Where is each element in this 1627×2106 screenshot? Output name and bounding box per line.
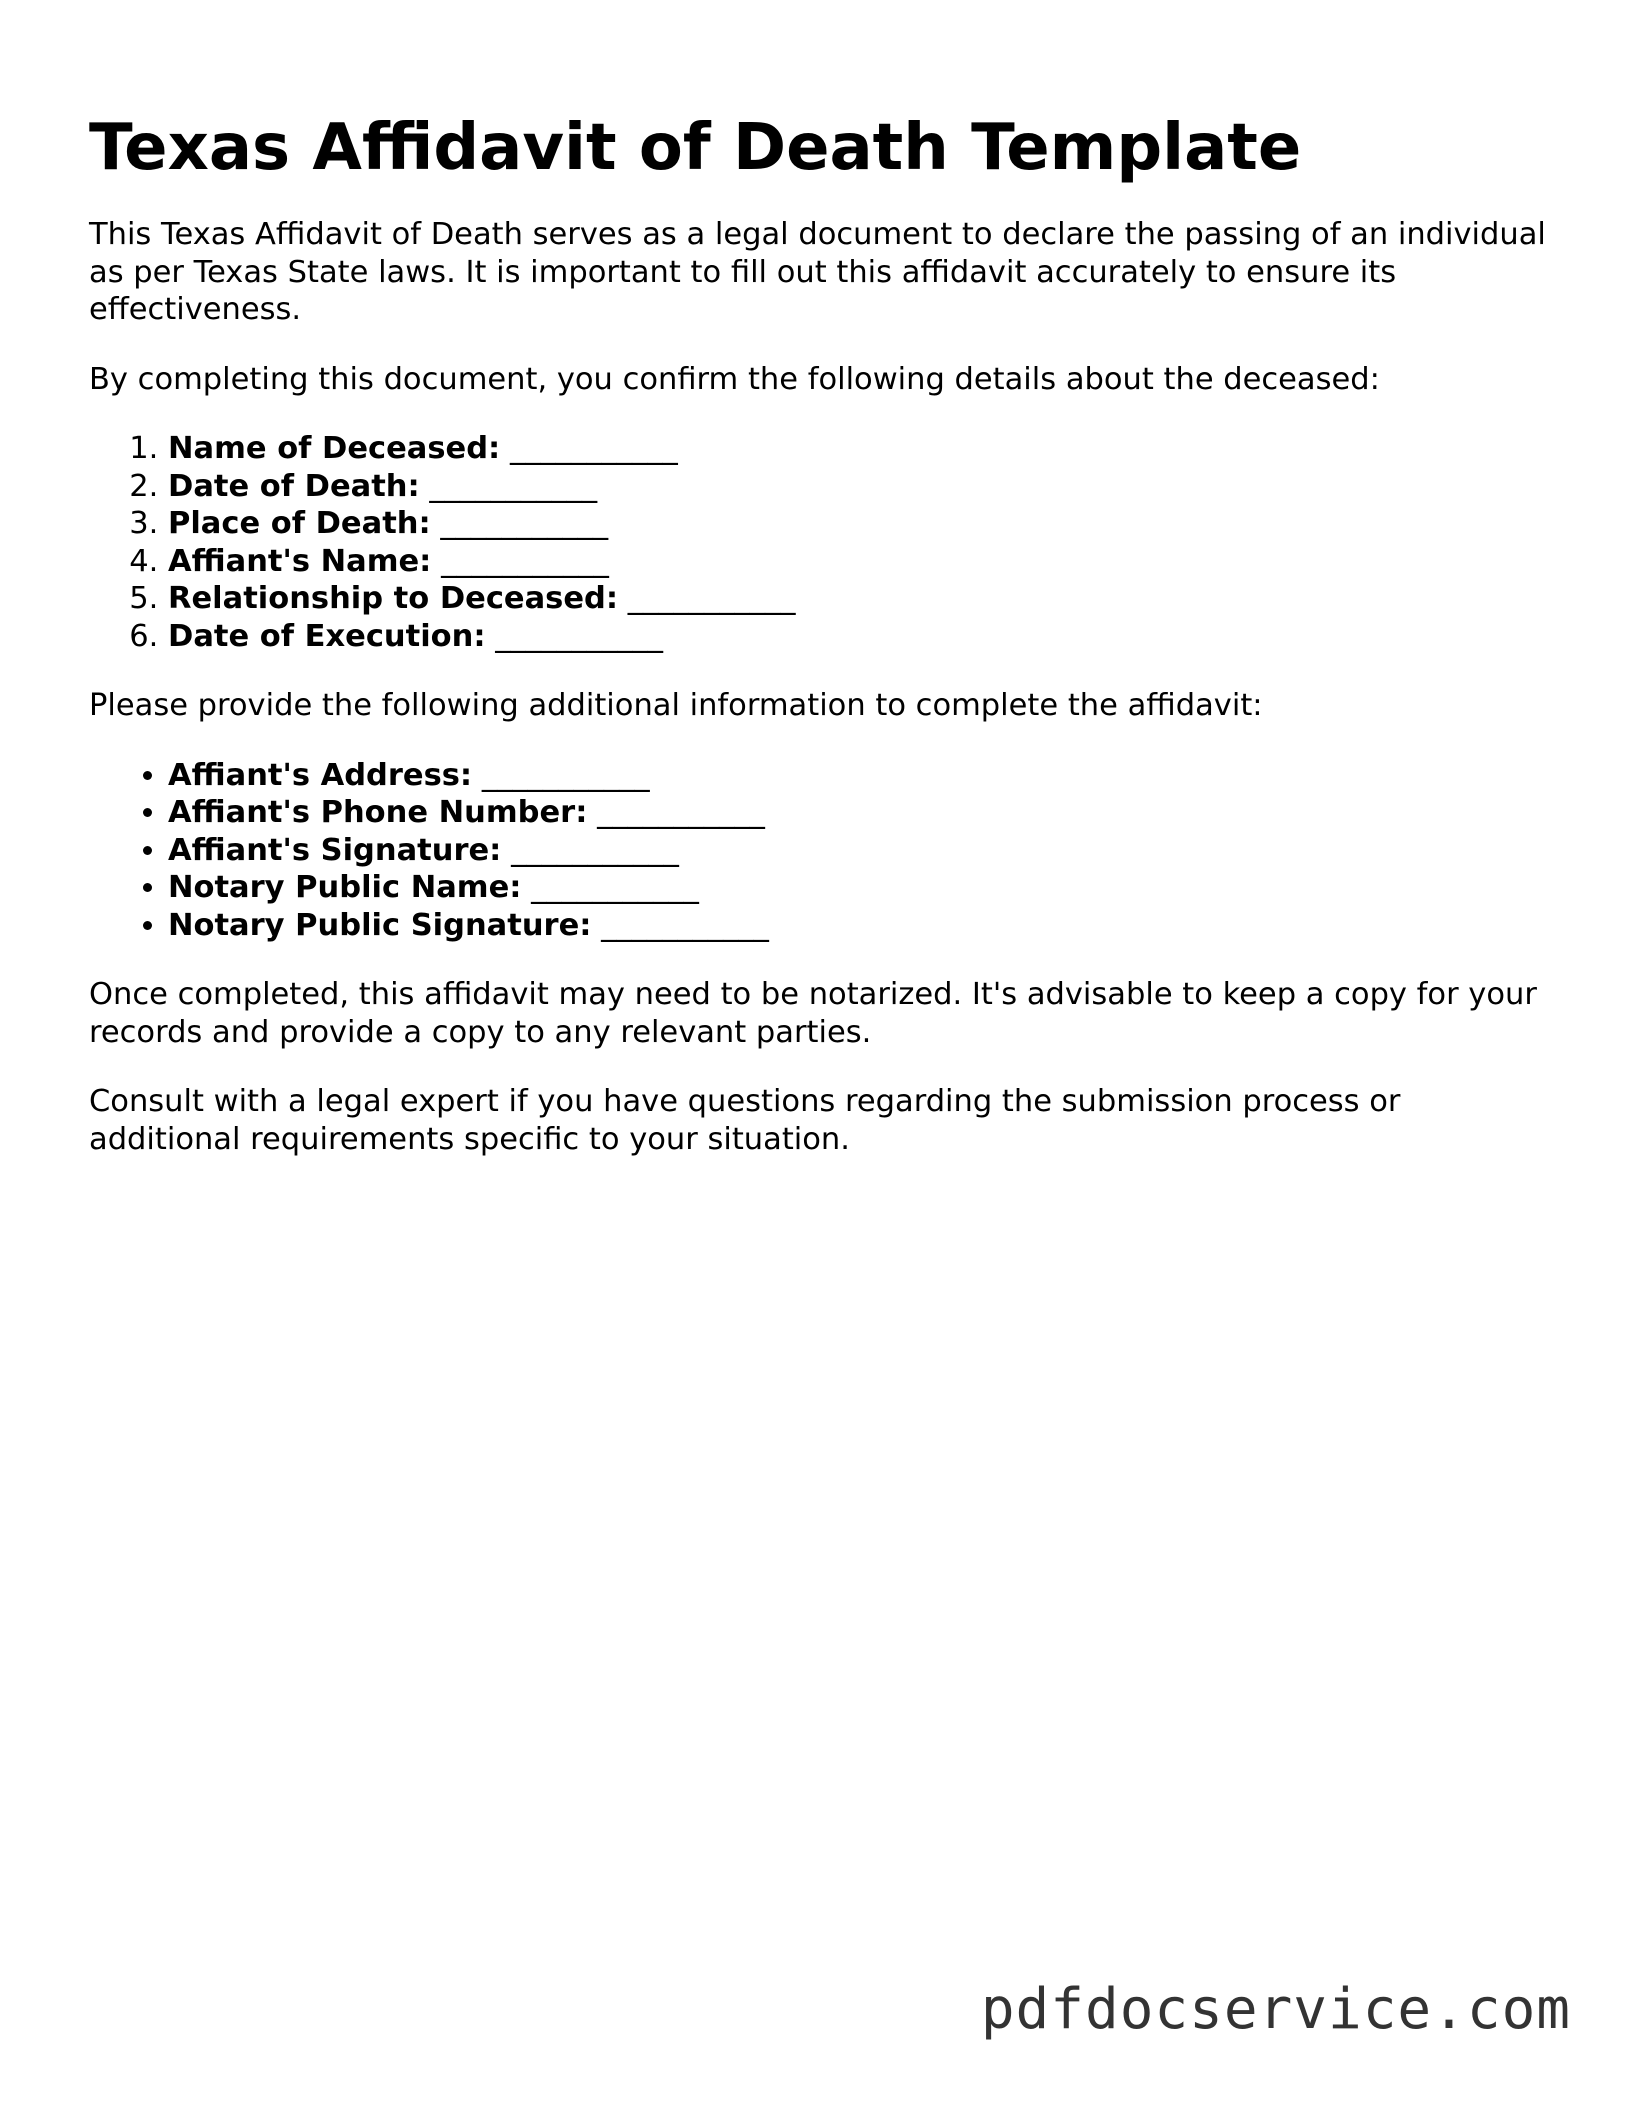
list-item — [168, 580, 1549, 618]
additional-info-list — [89, 757, 1549, 945]
list-item — [168, 794, 1549, 832]
list-item — [168, 430, 1549, 468]
field-blank: ___________ — [509, 431, 678, 466]
field-blank: ___________ — [511, 832, 679, 868]
notarize-note-paragraph: Once completed, this affidavit may need to be notarized. It's advisable to keep a copy for your records and provide a copy to any relevant parties. — [89, 977, 1537, 1050]
field-blank: ___________ — [440, 506, 609, 541]
list-item — [168, 869, 1549, 907]
field-label-affiants-signature: Affiant's Signature: — [168, 832, 502, 868]
list-item — [168, 757, 1549, 795]
document-page — [89, 108, 1549, 1190]
field-blank: ___________ — [597, 795, 765, 830]
field-label-affiants-phone-number: Affiant's Phone Number: — [168, 795, 588, 830]
field-label-affiants-name: Affiant's Name: — [168, 543, 432, 579]
field-blank: ___________ — [495, 618, 663, 654]
field-label-relationship-to-deceased: Relationship to Deceased: — [168, 581, 619, 616]
field-label-place-of-death: Place of Death: — [168, 506, 431, 541]
intro-paragraph: This Texas Affidavit of Death serves as a legal document to declare the passing of an individual as per Texas State laws. It is important to fill out this affidavit accurately to ensure its effectiveness. — [89, 217, 1546, 327]
list-item — [168, 468, 1549, 506]
page-title: Texas Affidavit of Death Template — [89, 111, 1302, 185]
field-label-notary-public-name: Notary Public Name: — [168, 870, 522, 905]
field-blank: ___________ — [627, 581, 796, 616]
field-label-name-of-deceased: Name of Deceased: — [168, 431, 501, 466]
field-blank: ___________ — [531, 870, 699, 905]
list-item — [168, 907, 1549, 945]
consult-note-paragraph: Consult with a legal expert if you have questions regarding the submission process or additional requirements specific to your situation. — [89, 1084, 1401, 1157]
field-label-date-of-death: Date of Death: — [168, 468, 420, 504]
list-item — [168, 543, 1549, 581]
list-item — [168, 618, 1549, 656]
list-item — [168, 505, 1549, 543]
field-blank: ___________ — [429, 468, 598, 504]
additional-intro-paragraph: Please provide the following additional information to complete the affidavit: — [89, 688, 1263, 723]
watermark-text: pdfdocservice.com — [980, 1977, 1571, 2042]
field-blank: ___________ — [601, 907, 769, 943]
field-blank: ___________ — [441, 543, 609, 579]
field-label-date-of-execution: Date of Execution: — [168, 618, 486, 654]
field-label-affiants-address: Affiant's Address: — [168, 757, 473, 793]
confirm-intro-paragraph: By completing this document, you confirm the following details about the deceased: — [89, 361, 1380, 397]
list-item — [168, 832, 1549, 870]
deceased-details-list — [89, 430, 1549, 655]
field-blank: ___________ — [481, 757, 650, 793]
field-label-notary-public-signature: Notary Public Signature: — [168, 907, 592, 943]
